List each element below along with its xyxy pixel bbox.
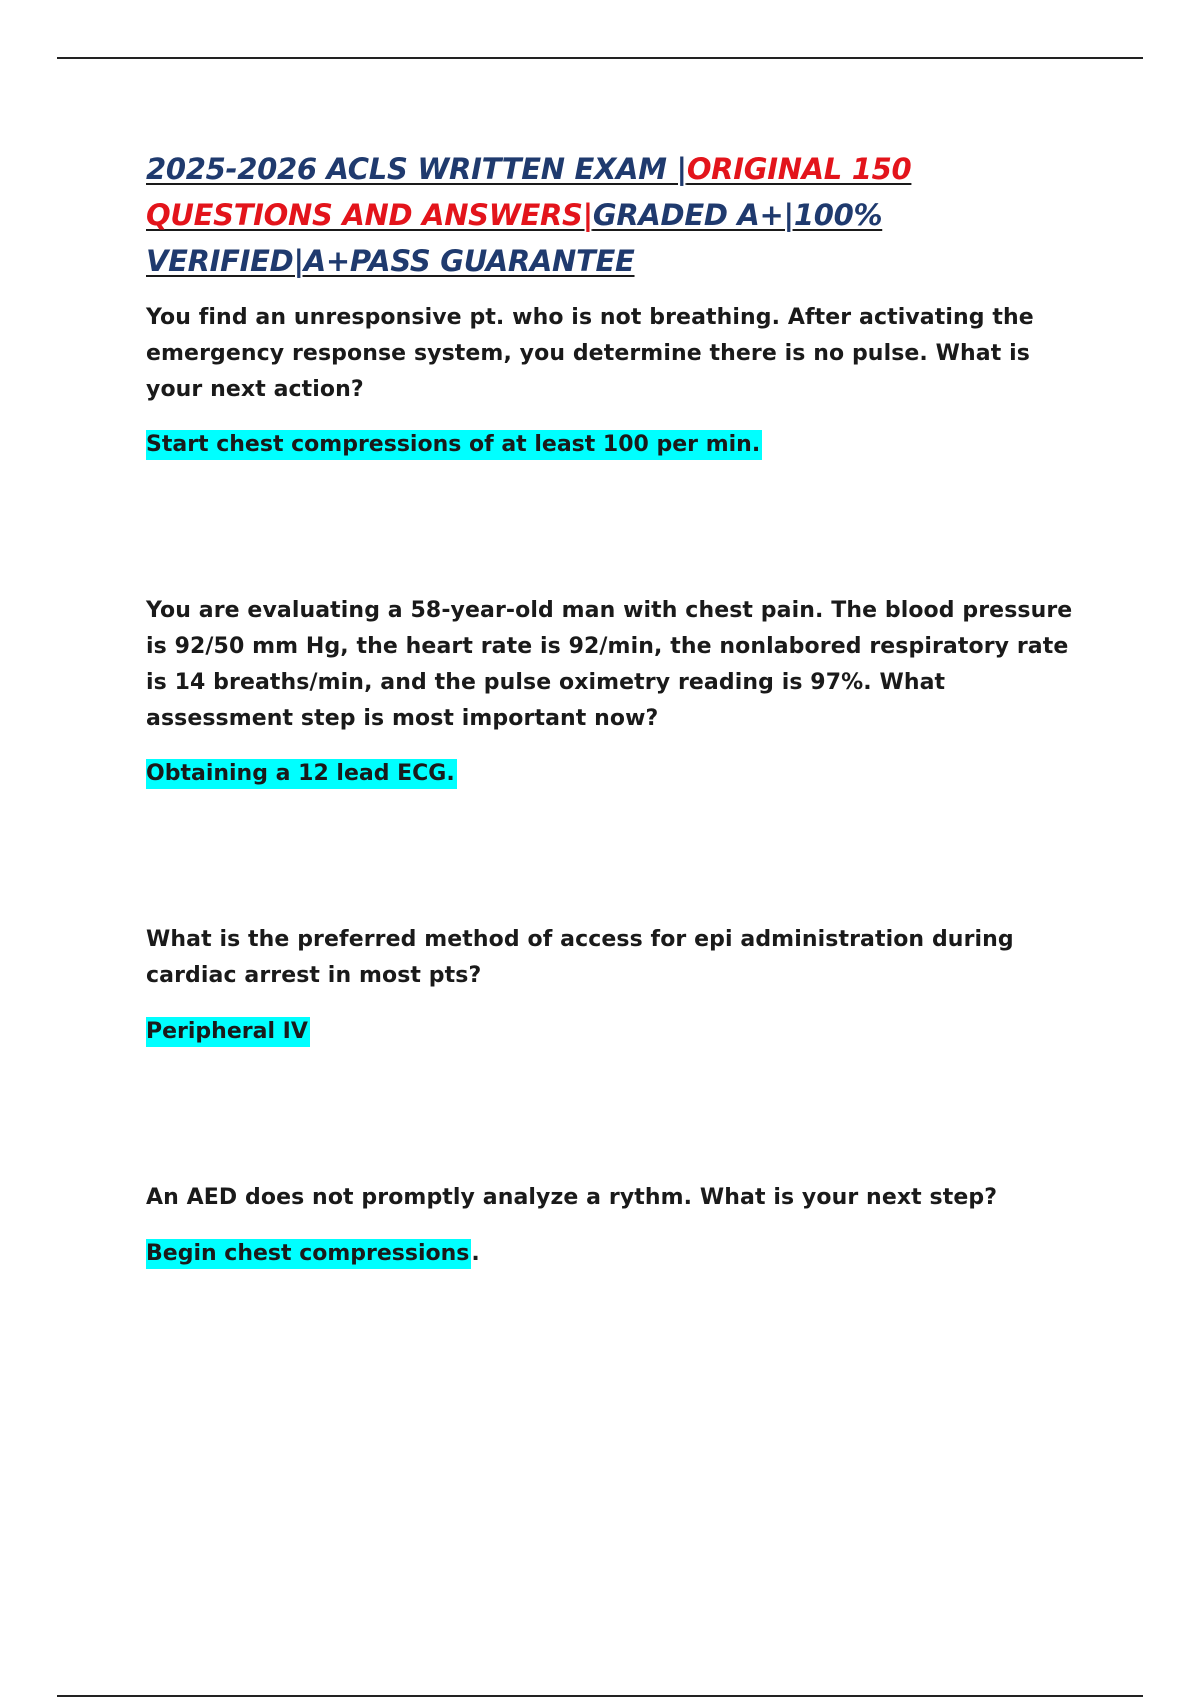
answer-4-suffix: . (471, 1241, 480, 1266)
answer-3-line (146, 1014, 1086, 1050)
title-part-exam: 2025-2026 ACLS WRITTEN EXAM | (146, 152, 687, 186)
answer-1-line (146, 427, 1086, 463)
answer-2-line (146, 756, 1086, 792)
question-3: What is the preferred method of access for epi administration during cardiac arrest in most pts? (146, 927, 1014, 988)
answer-4-line (146, 1236, 1086, 1272)
answer-4: Begin chest compressions (146, 1239, 471, 1269)
question-2: You are evaluating a 58-year-old man with chest pain. The blood pressure is 92/50 mm Hg, the heart rate is 92/min, the nonlabored respiratory rate is 14 breaths/min, and the pulse oximetry reading is 97%. What assessment step is most important now? (146, 598, 1073, 731)
answer-2: Obtaining a 12 lead ECG. (146, 759, 457, 789)
question-4: An AED does not promptly analyze a rythm. What is your next step? (146, 1185, 998, 1210)
question-1: You find an unresponsive pt. who is not breathing. After activating the emergency response system, you determine there is no pulse. What is your next action? (146, 305, 1034, 402)
answer-1: Start chest compressions of at least 100 per min. (146, 430, 762, 460)
document-title-block (146, 146, 1086, 284)
bottom-rule (57, 1695, 1143, 1697)
title-part-grade: GRADED A+|100% VERIFIED|A+PASS GUARANTEE (146, 198, 883, 278)
document-title (146, 146, 1086, 284)
top-rule (57, 57, 1143, 59)
answer-3: Peripheral IV (146, 1017, 310, 1047)
title-part-questions: ORIGINAL 150 QUESTIONS AND ANSWERS| (146, 152, 912, 232)
